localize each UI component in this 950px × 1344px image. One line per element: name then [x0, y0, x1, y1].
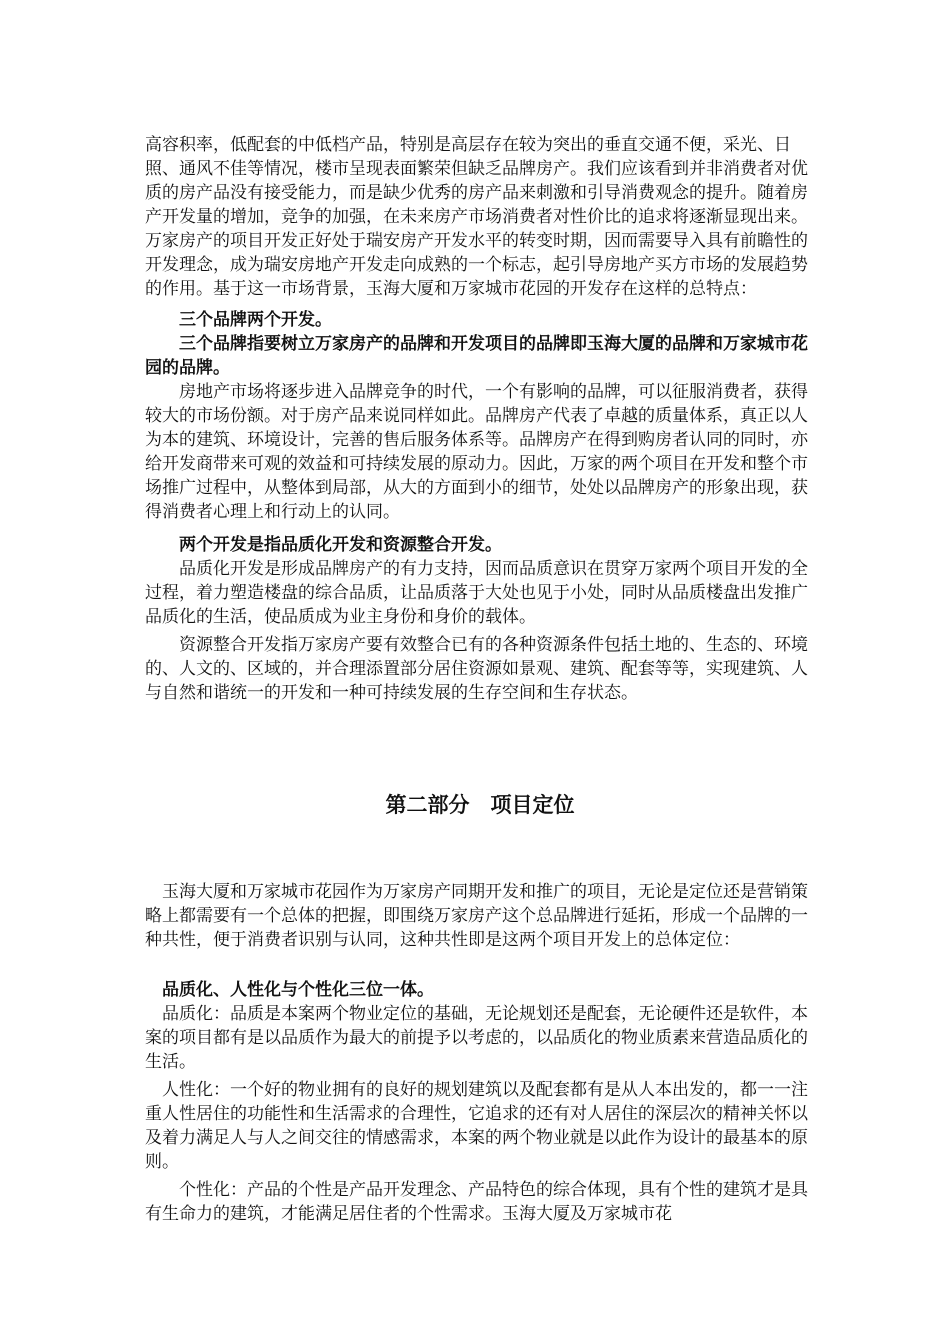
paragraph-brand-competition: 房地产市场将逐步进入品牌竞争的时代，一个有影响的品牌，可以征服消费者，获得较大的市场份额。对于房产品来说同样如此。品牌房产代表了卓越的质量体系，真正以人为本的建筑、环境设计，完善的售后服务体系等。品牌房产在得到购房者认同的同时，亦给开发商带来可观的效益和可持续发展的原动力。因此，万家的两个项目在开发和整个市场推广过程中，从整体到局部，从大的方面到小的细节，处处以品牌房产的形象出现，获得消费者心理上和行动上的认同。	[145, 382, 808, 522]
heading-three-in-one: 品质化、人性化与个性化三位一体。	[162, 980, 434, 1000]
paragraph-overall-positioning: 玉海大厦和万家城市花园作为万家房产同期开发和推广的项目，无论是定位还是营销策略上都需要有一个总体的把握，即围绕万家房产这个总品牌进行延拓，形成一个品牌的一种共性，便于消费者识别与认同，这种共性即是这两个项目开发上的总体定位：	[145, 882, 808, 950]
heading-two-developments: 两个开发是指品质化开发和资源整合开发。	[179, 535, 502, 555]
heading-three-brands-two-developments: 三个品牌两个开发。	[179, 310, 332, 330]
paragraph-market-background: 高容积率，低配套的中低档产品，特别是高层存在较为突出的垂直交通不便，采光、日照、通风不佳等情况，楼市呈现表面繁荣但缺乏品牌房产。我们应该看到并非消费者对优质的房产品没有接受能力，而是缺少优秀的房产品来刺激和引导消费观念的提升。随着房产开发量的增加，竞争的加强，在未来房产市场消费者对性价比的追求将逐渐显现出来。万家房产的项目开发正好处于瑞安房产开发水平的转变时期，因而需要导入具有前瞻性的开发理念，成为瑞安房地产开发走向成熟的一个标志，起引导房地产买方市场的发展趋势的作用。基于这一市场背景，玉海大厦和万家城市花园的开发存在这样的总特点：	[145, 135, 808, 299]
paragraph-quality: 品质化：品质是本案两个物业定位的基础，无论规划还是配套，无论硬件还是软件，本案的项目都有是以品质作为最大的前提予以考虑的，以品质化的物业质素来营造品质化的生活。	[145, 1004, 808, 1072]
section-title: 第二部分 项目定位	[385, 793, 575, 817]
paragraph-quality-development: 品质化开发是形成品牌房产的有力支持，因而品质意识在贯穿万家两个项目开发的全过程，着力塑造楼盘的综合品质，让品质落于大处也见于小处，同时从品质楼盘出发推广品质化的生活，使品质成为业主身份和身价的载体。	[145, 559, 808, 627]
heading-three-brands-definition: 三个品牌指要树立万家房产的品牌和开发项目的品牌即玉海大厦的品牌和万家城市花园的品牌。	[145, 334, 808, 378]
paragraph-resource-integration: 资源整合开发指万家房产要有效整合已有的各种资源条件包括土地的、生态的、环境的、人文的、区域的，并合理添置部分居住资源如景观、建筑、配套等等，实现建筑、人与自然和谐统一的开发和一种可持续发展的生存空间和生存状态。	[145, 635, 808, 703]
paragraph-individuality: 个性化：产品的个性是产品开发理念、产品特色的综合体现，具有个性的建筑才是具有生命力的建筑，才能满足居住者的个性需求。玉海大厦及万家城市花	[145, 1180, 808, 1224]
paragraph-humanization: 人性化：一个好的物业拥有的良好的规划建筑以及配套都有是从人本出发的，都一一注重人性居住的功能性和生活需求的合理性，它追求的还有对人居住的深层次的精神关怀以及着力满足人与人之间交往的情感需求，本案的两个物业就是以此作为设计的最基本的原则。	[145, 1080, 808, 1172]
